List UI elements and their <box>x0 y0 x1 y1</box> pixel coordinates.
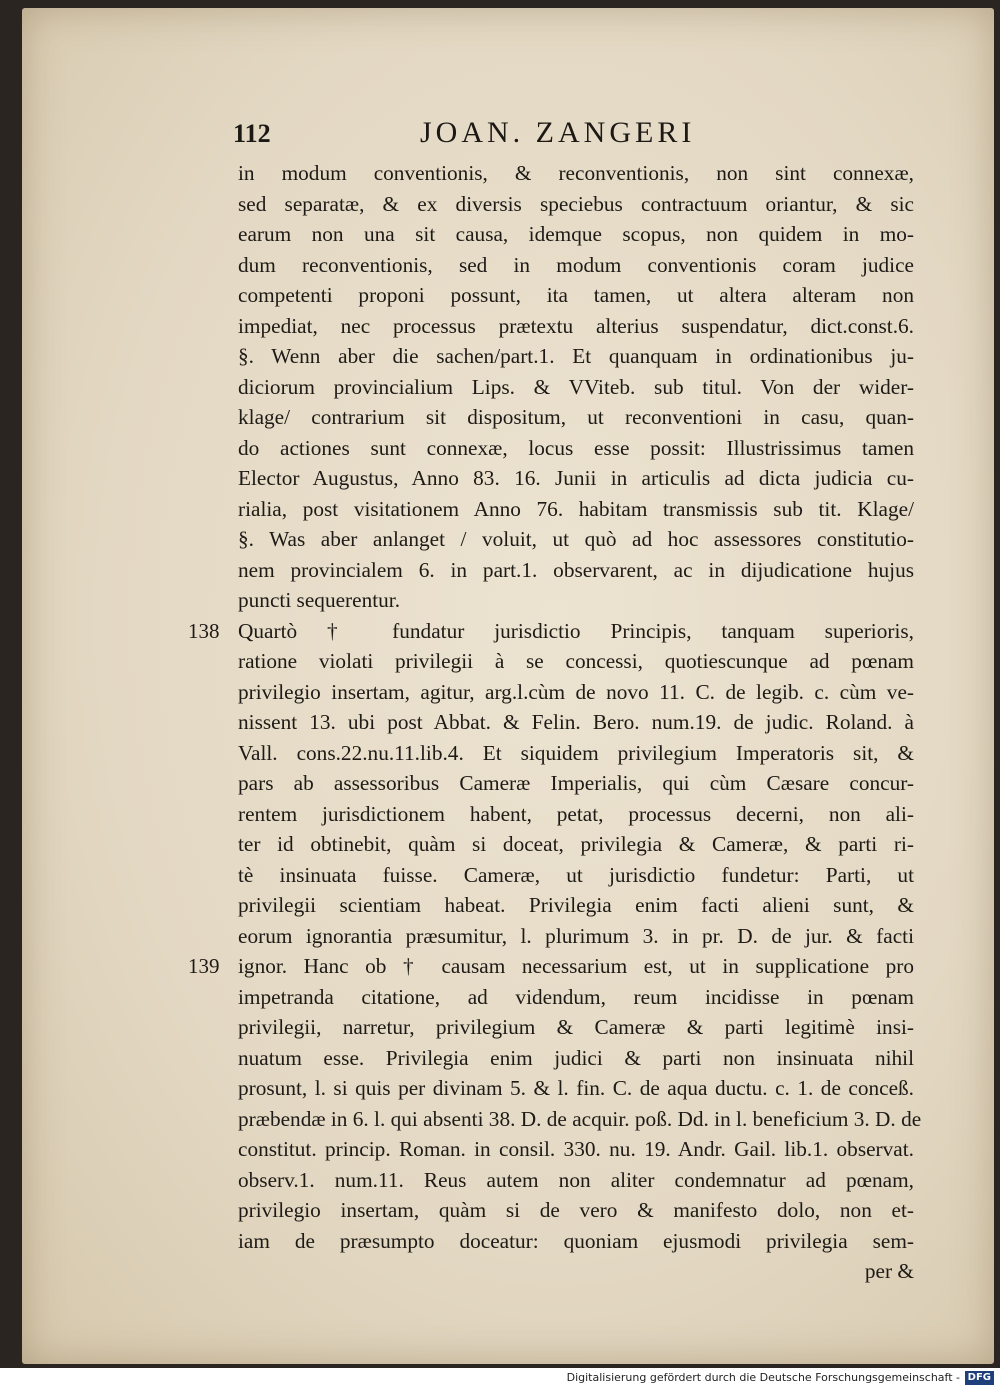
line-text: ignor. Hanc ob † causam necessarium est, ut in supplicatione pro <box>238 954 914 978</box>
line-text: privilegii, narretur, privilegium & Cameræ & parti legitimè insi- <box>238 1015 914 1039</box>
footer <box>0 1368 1000 1389</box>
line-text: rialia, post visitationem Anno 76. habitam transmissis sub tit. Klage/ <box>238 496 914 521</box>
line-text: privilegii scientiam habeat. Privilegia enim facti alieni sunt, & <box>238 893 914 917</box>
footer-credit: Digitalisierung gefördert durch die Deutsche Forschungsgemeinschaft - <box>566 1371 960 1384</box>
text-line <box>238 585 914 616</box>
text-line <box>238 158 914 189</box>
line-text: dum reconventionis, sed in modum conventionis coram judice <box>238 252 914 277</box>
line-text: in modum conventionis, & reconventionis, non sint connexæ, <box>238 161 914 185</box>
text-line <box>238 1134 914 1165</box>
text-line <box>238 1043 914 1074</box>
line-text: diciorum provincialium Lips. & VViteb. sub titul. Von der wider- <box>238 374 914 399</box>
line-text: observ.1. num.11. Reus autem non aliter condemnatur ad pœnam, <box>238 1167 914 1192</box>
line-text: sed separatæ, & ex diversis speciebus contractuum oriantur, & sic <box>238 191 914 216</box>
line-text: nem provincialem 6. in part.1. observarent, ac in dijudicatione hujus <box>238 557 914 582</box>
text-line <box>238 646 914 677</box>
text-line <box>188 951 914 982</box>
text-line <box>238 311 914 342</box>
line-text: privilegio insertam, agitur, arg.l.cùm de novo 11. C. de legib. c. cùm ve- <box>238 679 914 704</box>
text-line <box>238 1073 914 1104</box>
text-line <box>238 982 914 1013</box>
text-line <box>238 1165 914 1196</box>
page-header <box>0 116 1000 152</box>
line-text: Elector Augustus, Anno 83. 16. Junii in articulis ad dicta judicia cu- <box>238 466 914 490</box>
line-text: earum non una sit causa, idemque scopus, non quidem in mo- <box>238 222 914 246</box>
text-line <box>238 677 914 708</box>
text-line <box>238 463 914 494</box>
line-text: impetranda citatione, ad videndum, reum incidisse in pœnam <box>238 984 914 1009</box>
line-text: per & <box>864 1259 914 1283</box>
page-number: 112 <box>233 119 271 148</box>
text-line <box>238 280 914 311</box>
text-line <box>238 707 914 738</box>
text-line <box>188 616 914 647</box>
line-text: do actiones sunt connexæ, locus esse possit: Illustrissimus tamen <box>238 435 914 460</box>
text-line <box>238 860 914 891</box>
marginal-number: 139 <box>188 954 220 978</box>
text-line <box>238 433 914 464</box>
text-line <box>238 799 914 830</box>
line-text: eorum ignorantia præsumitur, l. plurimum 3. in pr. D. de jur. & facti <box>238 923 914 948</box>
text-line <box>238 1195 914 1226</box>
marginal-number: 138 <box>188 618 220 643</box>
text-line <box>238 402 914 433</box>
line-text: constitut. princip. Roman. in consil. 330. nu. 19. Andr. Gail. lib.1. observat. <box>238 1137 914 1161</box>
line-text: §. Wenn aber die sachen/part.1. Et quanquam in ordinationibus ju- <box>238 344 914 368</box>
line-text: §. Was aber anlanget / voluit, ut quò ad hoc assessores constitutio- <box>238 527 914 551</box>
line-text: ter id obtinebit, quàm si doceat, privilegia & Cameræ, & parti ri- <box>238 832 914 856</box>
line-text: nuatum esse. Privilegia enim judici & parti non insinuata nihil <box>238 1045 914 1070</box>
line-text: pars ab assessoribus Cameræ Imperialis, qui cùm Cæsare concur- <box>238 771 914 795</box>
line-text: Quartò † fundatur jurisdictio Principis, tanquam superioris, <box>238 618 914 643</box>
line-text: impediat, nec processus prætextu alterius suspendatur, dict.const.6. <box>238 313 914 338</box>
text-line <box>238 341 914 372</box>
text-line <box>238 555 914 586</box>
body-text <box>188 158 922 1287</box>
text-line <box>238 890 914 921</box>
text-line <box>238 768 914 799</box>
text-line <box>238 189 914 220</box>
text-line <box>238 829 914 860</box>
line-text: prosunt, l. si quis per divinam 5. & l. fin. C. de aqua ductu. c. 1. de conceß. <box>238 1076 914 1100</box>
dfg-logo: DFG <box>965 1371 994 1385</box>
line-text: præbendæ in 6. l. qui absenti 38. D. de acquir. poß. Dd. in l. beneficium 3. D. de <box>238 1106 922 1131</box>
text-line <box>238 1012 914 1043</box>
text-line <box>238 1256 914 1287</box>
line-text: competenti proponi possunt, ita tamen, ut altera alteram non <box>238 283 914 307</box>
line-text: Vall. cons.22.nu.11.lib.4. Et siquidem privilegium Imperatoris sit, & <box>238 740 914 765</box>
line-text: klage/ contrarium sit dispositum, ut reconventioni in casu, quan- <box>238 405 914 429</box>
line-text: tè insinuata fuisse. Cameræ, ut jurisdictio fundetur: Parti, ut <box>238 862 914 887</box>
text-line <box>238 921 914 952</box>
line-text: ratione violati privilegii à se concessi, quotiescunque ad pœnam <box>238 649 914 673</box>
text-line <box>238 219 914 250</box>
text-line <box>238 250 914 281</box>
text-line <box>238 372 914 403</box>
text-line <box>238 524 914 555</box>
running-title: JOAN. ZANGERI <box>420 116 696 149</box>
text-line <box>238 494 914 525</box>
line-text: privilegio insertam, quàm si de vero & manifesto dolo, non et- <box>238 1198 914 1222</box>
text-line <box>238 1104 922 1135</box>
text-line <box>238 738 914 769</box>
line-text: iam de præsumpto doceatur: quoniam ejusmodi privilegia sem- <box>238 1228 914 1253</box>
text-line <box>238 1226 914 1257</box>
line-text: puncti sequerentur. <box>238 588 401 612</box>
line-text: nissent 13. ubi post Abbat. & Felin. Bero. num.19. de judic. Roland. à <box>238 710 914 734</box>
line-text: rentem jurisdictionem habent, petat, processus decerni, non ali- <box>238 801 914 826</box>
